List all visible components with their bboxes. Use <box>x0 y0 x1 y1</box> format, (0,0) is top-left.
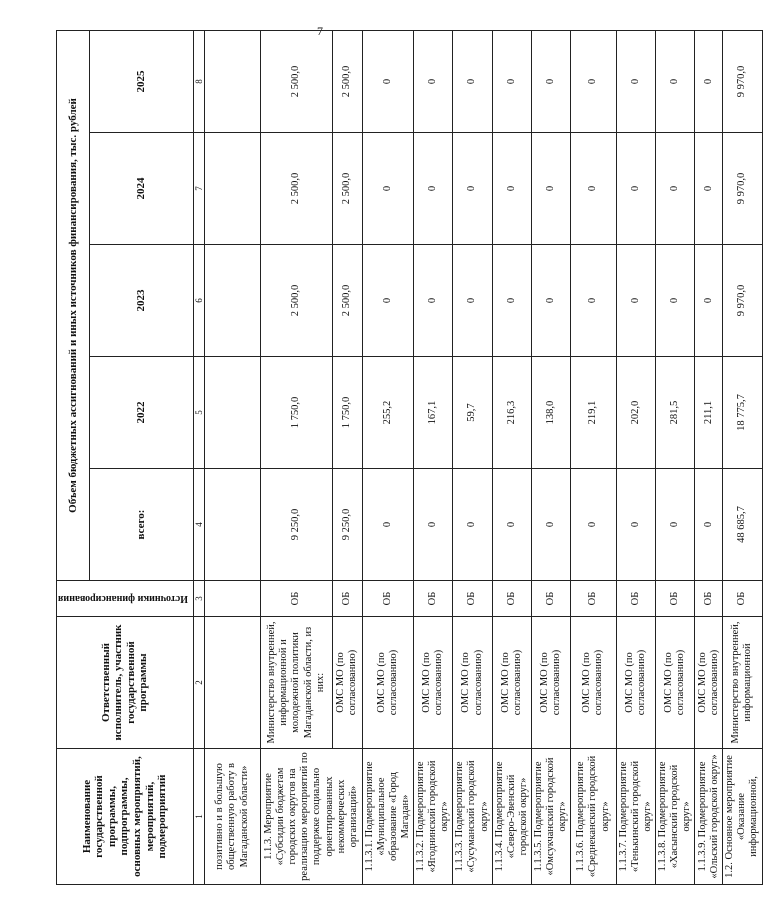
cell-total: 0 <box>570 469 616 581</box>
cell-2024: 0 <box>570 133 616 245</box>
cell-2025: 2 500,0 <box>332 30 362 132</box>
cell-name: 1.1.3.7. Подмероприятие «Тенькинский городской округ» <box>616 749 655 885</box>
header-source: Источники финансирования <box>57 581 194 617</box>
cell-2025: 0 <box>656 30 695 132</box>
cell-2025: 0 <box>362 30 413 132</box>
cell-2023: 0 <box>492 245 531 357</box>
table-row <box>723 30 762 884</box>
col-number: 5 <box>193 357 204 469</box>
cell-executor: ОМС МО (по согласованию) <box>695 617 723 749</box>
cell-source: ОБ <box>260 581 332 617</box>
cell-2024: 9 970,0 <box>723 133 762 245</box>
cell-source: ОБ <box>570 581 616 617</box>
table-row <box>414 30 453 884</box>
table-row <box>204 30 260 884</box>
cell-2025: 2 500,0 <box>260 30 332 132</box>
cell-total: 0 <box>531 469 570 581</box>
cell-2025 <box>204 30 260 132</box>
cell-source: ОБ <box>453 581 492 617</box>
cell-name: позитивно и в большую общественную работу в Магаданской области» <box>204 749 260 885</box>
cell-2025: 0 <box>570 30 616 132</box>
cell-2025: 0 <box>414 30 453 132</box>
col-number: 3 <box>193 581 204 617</box>
cell-2025: 9 970,0 <box>723 30 762 132</box>
cell-total: 0 <box>492 469 531 581</box>
cell-2024: 2 500,0 <box>332 133 362 245</box>
cell-name: 1.1.3.6. Подмероприятие «Среднеканский городской округ» <box>570 749 616 885</box>
cell-total: 0 <box>453 469 492 581</box>
cell-executor: ОМС МО (по согласованию) <box>656 617 695 749</box>
cell-2024: 0 <box>414 133 453 245</box>
col-number: 6 <box>193 245 204 357</box>
cell-total: 0 <box>616 469 655 581</box>
table-row <box>656 30 695 884</box>
cell-name: 1.1.3.1. Подмероприятие «Муниципальное образование «Город Магадан» <box>362 749 413 885</box>
cell-name: 1.1.3.8. Подмероприятие «Хасынский городской округ» <box>656 749 695 885</box>
cell-source: ОБ <box>695 581 723 617</box>
cell-2022: 18 775,7 <box>723 357 762 469</box>
cell-source: ОБ <box>656 581 695 617</box>
cell-executor: ОМС МО (по согласованию) <box>492 617 531 749</box>
cell-2022: 202,0 <box>616 357 655 469</box>
cell-2025: 0 <box>492 30 531 132</box>
cell-2024: 2 500,0 <box>260 133 332 245</box>
cell-name: 1.1.3.3. Подмероприятие «Сусуманский городской округ» <box>453 749 492 885</box>
cell-source: ОБ <box>332 581 362 617</box>
page-number: 7 <box>317 24 323 38</box>
financing-table <box>56 30 763 885</box>
cell-source: ОБ <box>723 581 762 617</box>
cell-2025: 0 <box>531 30 570 132</box>
cell-total: 0 <box>362 469 413 581</box>
cell-2022: 167,1 <box>414 357 453 469</box>
table-row <box>453 30 492 884</box>
table-row <box>260 30 332 884</box>
cell-executor: Министерство внутренней, информационной <box>723 617 762 749</box>
cell-name: 1.1.3.9. Подмероприятие «Ольский городской округ» <box>695 749 723 885</box>
cell-total: 0 <box>656 469 695 581</box>
cell-2022: 216,3 <box>492 357 531 469</box>
cell-executor: ОМС МО (по согласованию) <box>616 617 655 749</box>
table-row <box>492 30 531 884</box>
col-number: 8 <box>193 30 204 132</box>
cell-total: 0 <box>695 469 723 581</box>
header-year-2024: 2024 <box>89 133 193 245</box>
cell-2023: 0 <box>656 245 695 357</box>
cell-name: 1.1.3.2. Подмероприятие «Ягоднинский городской округ» <box>414 749 453 885</box>
table-row <box>616 30 655 884</box>
cell-total: 9 250,0 <box>332 469 362 581</box>
cell-2022: 255,2 <box>362 357 413 469</box>
cell-2024: 0 <box>656 133 695 245</box>
table-row <box>695 30 723 884</box>
header-name: Наименование государственной программы, подпрограммы, основных мероприятий, мероприятий, подмероприятий <box>57 749 194 885</box>
cell-executor: ОМС МО (по согласованию) <box>531 617 570 749</box>
cell-2025: 0 <box>453 30 492 132</box>
cell-executor: Министерство внутренней, информационной и молодежной политики Магаданской области, из них: <box>260 617 332 749</box>
cell-2023: 0 <box>695 245 723 357</box>
cell-name: 1.2. Основное мероприятие «Оказание информационной, <box>723 749 762 885</box>
cell-2024: 0 <box>531 133 570 245</box>
cell-executor: ОМС МО (по согласованию) <box>570 617 616 749</box>
cell-total: 0 <box>414 469 453 581</box>
cell-2023: 9 970,0 <box>723 245 762 357</box>
cell-name: 1.1.3.4. Подмероприятие «Северо-Эвенский городской округ» <box>492 749 531 885</box>
cell-source: ОБ <box>362 581 413 617</box>
cell-2023: 0 <box>570 245 616 357</box>
cell-executor: ОМС МО (по согласованию) <box>362 617 413 749</box>
cell-2023: 0 <box>616 245 655 357</box>
rotated-table-wrapper <box>56 31 760 885</box>
cell-source: ОБ <box>492 581 531 617</box>
header-year-2023: 2023 <box>89 245 193 357</box>
cell-source: ОБ <box>414 581 453 617</box>
col-number: 4 <box>193 469 204 581</box>
cell-2024: 0 <box>695 133 723 245</box>
cell-2024: 0 <box>492 133 531 245</box>
cell-2022: 1 750,0 <box>332 357 362 469</box>
cell-2024 <box>204 133 260 245</box>
cell-2022: 59,7 <box>453 357 492 469</box>
col-number: 1 <box>193 749 204 885</box>
header-total: всего: <box>89 469 193 581</box>
cell-2024: 0 <box>616 133 655 245</box>
cell-total: 48 685,7 <box>723 469 762 581</box>
cell-total <box>204 469 260 581</box>
cell-2023: 0 <box>414 245 453 357</box>
cell-2022: 1 750,0 <box>260 357 332 469</box>
cell-executor <box>204 617 260 749</box>
header-year-2025: 2025 <box>89 30 193 132</box>
cell-source <box>204 581 260 617</box>
cell-name: 1.1.3. Мероприятие «Субсидии бюджетам городских округов на реализацию мероприятий по поддержке социально ориентированных некоммерческих организаций» <box>260 749 362 885</box>
cell-executor: ОМС МО (по согласованию) <box>414 617 453 749</box>
col-number: 7 <box>193 133 204 245</box>
cell-2023 <box>204 245 260 357</box>
header-executor: Ответственный исполнитель, участник государственной программы <box>57 617 194 749</box>
col-number: 2 <box>193 617 204 749</box>
cell-2022: 138,0 <box>531 357 570 469</box>
cell-2023: 2 500,0 <box>260 245 332 357</box>
cell-2023: 0 <box>531 245 570 357</box>
cell-executor: ОМС МО (по согласованию) <box>453 617 492 749</box>
cell-2022: 211,1 <box>695 357 723 469</box>
header-volume: Объем бюджетных ассигнований и иных источников финансирования, тыс. рублей <box>57 30 90 580</box>
cell-2023: 0 <box>362 245 413 357</box>
cell-2022: 281,5 <box>656 357 695 469</box>
table-row <box>570 30 616 884</box>
cell-2024: 0 <box>453 133 492 245</box>
header-year-2022: 2022 <box>89 357 193 469</box>
cell-2023: 0 <box>453 245 492 357</box>
cell-2024: 0 <box>362 133 413 245</box>
cell-2022: 219,1 <box>570 357 616 469</box>
cell-total: 9 250,0 <box>260 469 332 581</box>
cell-2025: 0 <box>616 30 655 132</box>
cell-2023: 2 500,0 <box>332 245 362 357</box>
table-row <box>362 30 413 884</box>
cell-source: ОБ <box>616 581 655 617</box>
cell-name: 1.1.3.5. Подмероприятие «Омсукчанский городской округ» <box>531 749 570 885</box>
table-row <box>531 30 570 884</box>
cell-source: ОБ <box>531 581 570 617</box>
column-numbers-row <box>193 30 204 884</box>
cell-executor: ОМС МО (по согласованию) <box>332 617 362 749</box>
cell-2025: 0 <box>695 30 723 132</box>
cell-2022 <box>204 357 260 469</box>
